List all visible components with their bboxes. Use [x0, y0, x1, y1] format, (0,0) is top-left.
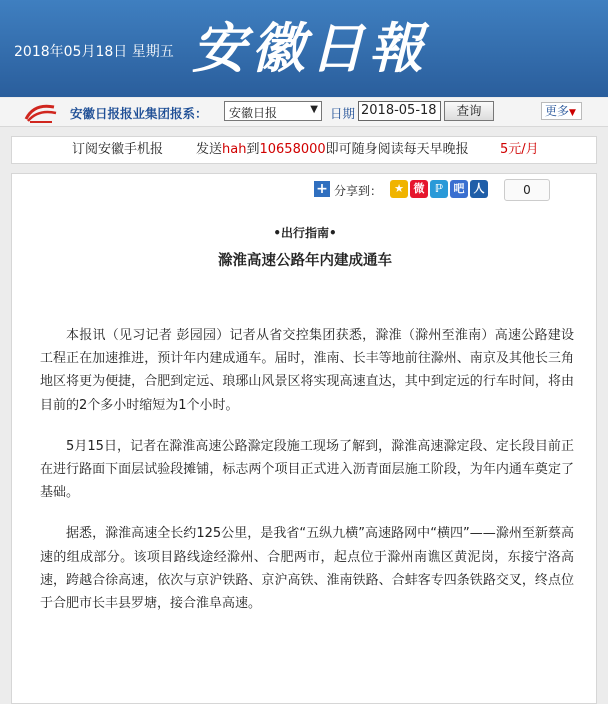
newspaper-logo[interactable]: 安徽日報: [192, 16, 428, 80]
article-panel: [11, 173, 597, 704]
article-kicker: •出行指南•: [273, 226, 337, 240]
paper-select-value: 安徽日报: [229, 106, 278, 120]
group-logo-icon: [24, 101, 58, 123]
subscribe-instruction: [196, 137, 469, 163]
share-bar: [314, 179, 554, 201]
article-paragraph: 本报讯（见习记者 彭园园）记者从省交控集团获悉，滁淮（滁州至淮南）高速公路建设工程正在加速推进，预计年内建成通车。届时，淮南、长丰等地前往滁州、南京及其他长三角地区将更为便捷，合肥到定远、琅琊山风景区将实现高速直达，其中到定远的行车时间，将由目前的2个多小时缩短为1个小时。: [40, 328, 574, 413]
weibo-share-icon[interactable]: 微: [410, 180, 428, 198]
renren-share-icon[interactable]: 人: [470, 180, 488, 198]
mobile-subscribe-banner[interactable]: [11, 136, 597, 164]
issue-date: 2018年05月18日 星期五: [14, 44, 174, 60]
tencent-weibo-share-icon[interactable]: ℙ: [430, 180, 448, 198]
paper-nav-bar: [0, 98, 608, 127]
article-paragraph: 据悉，滁淮高速全长约125公里，是我省“五纵九横”高速路网中“横四”——滁州至新蔡高速的组成部分。该项目路线途经滁州、合肥两市，起点位于滁州南谯区黄泥岗，东接宁洛高速，跨越合徐高速，依次与京沪铁路、京沪高铁、淮南铁路、合蚌客专四条铁路交叉，终点位于合肥市长丰县罗塘，接合淮阜高速。: [40, 526, 574, 612]
masthead: [0, 0, 608, 97]
share-label: 分享到：: [334, 184, 383, 198]
subscribe-lead: 订阅安徽手机报: [72, 142, 164, 157]
date-label: 日期: [330, 106, 356, 121]
group-title: 安徽日报报业集团报系：: [70, 106, 208, 121]
date-input[interactable]: 2018-05-18: [358, 101, 441, 121]
chevron-down-icon: ▼: [310, 104, 318, 115]
tieba-share-icon[interactable]: 吧: [450, 180, 468, 198]
share-plus-icon[interactable]: +: [314, 181, 330, 197]
article-headline: 滁淮高速公路年内建成通车: [218, 253, 392, 269]
subscribe-rest: 即可随身阅读每天早晚报: [325, 142, 469, 157]
subscribe-send: 发送: [196, 142, 223, 157]
subscribe-number: 10658000: [259, 142, 326, 157]
subscribe-price: 5元/月: [500, 142, 539, 157]
article-paragraph: 5月15日，记者在滁淮高速公路滁定段施工现场了解到，滁淮高速滁定段、定长段目前正在进行路面下面层试验段摊铺，标志两个项目正式进入沥青面层施工阶段，为年内通车奠定了基础。: [40, 438, 574, 501]
more-button[interactable]: [541, 102, 582, 120]
subscribe-to: 到: [246, 142, 260, 157]
query-button[interactable]: 查询: [444, 101, 494, 121]
qzone-share-icon[interactable]: ★: [390, 180, 408, 198]
paper-select[interactable]: [224, 101, 322, 121]
caret-down-icon: ▼: [569, 108, 576, 118]
more-label: 更多: [545, 104, 570, 118]
article-body: [40, 324, 574, 633]
subscribe-code: hah: [222, 142, 247, 157]
share-count: 0: [504, 179, 550, 201]
